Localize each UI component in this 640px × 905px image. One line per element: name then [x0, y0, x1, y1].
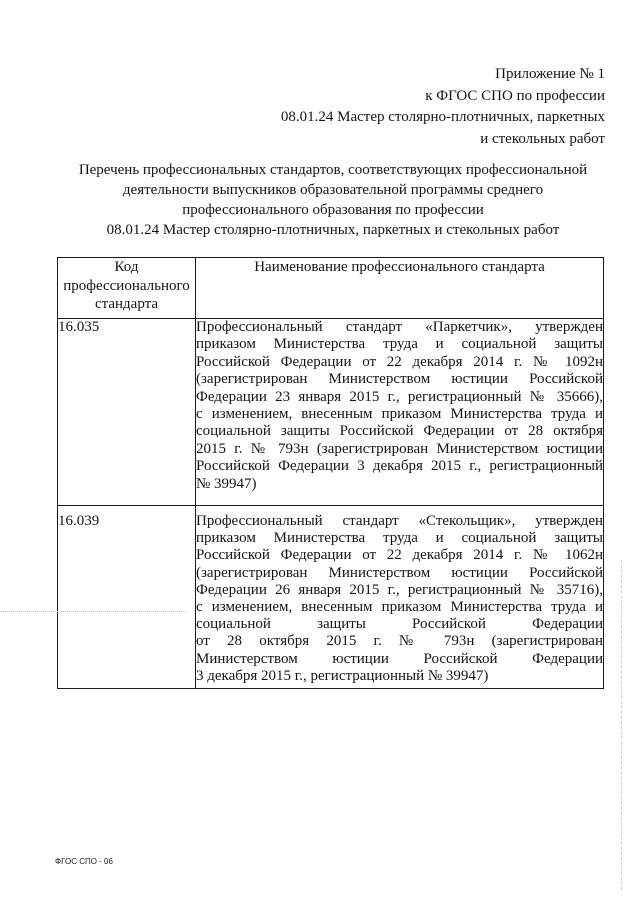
- standard-name-cell: [196, 506, 604, 689]
- standard-name-line: приказом Министерства труда и социальной защиты: [196, 336, 603, 353]
- standard-name-line: Российской Федерации от 22 декабря 2014 г. № 1062н: [196, 547, 603, 564]
- appendix-line: и стекольных работ: [480, 130, 605, 147]
- standard-name-line: Министерством юстиции Российской Федерации: [196, 650, 603, 667]
- table-header-row: [58, 258, 604, 319]
- appendix-header: [281, 64, 605, 150]
- standard-code: 16.035: [58, 319, 100, 335]
- appendix-line: Приложение № 1: [495, 66, 605, 82]
- standard-name-line: Российской Федерации от 22 декабря 2014 г. № 1092н: [196, 353, 603, 370]
- standard-name-line: социальной защиты Российской Федерации от 28 октября: [196, 423, 603, 440]
- standard-name-line: Федерации 23 января 2015 г., регистрационный № 35666),: [196, 388, 603, 405]
- standards-table: [57, 257, 604, 689]
- table-row: [58, 506, 604, 689]
- standard-code-cell: [58, 506, 196, 689]
- title-line: профессионального образования по профессии: [182, 202, 484, 218]
- header-name-cell: [196, 258, 604, 319]
- standard-name-line: Профессиональный стандарт «Паркетчик», утвержден: [196, 319, 603, 335]
- table-row: [58, 319, 604, 506]
- standard-name-line: (зарегистрирован Министерством юстиции Российской: [196, 371, 603, 388]
- standard-name-line: социальной защиты Российской Федерации: [196, 616, 603, 633]
- standard-name-line: Российской Федерации 3 декабря 2015 г., регистрационный: [196, 458, 603, 475]
- header-code-cell: [58, 258, 196, 319]
- title-line: Перечень профессиональных стандартов, соответствующих профессиональной: [78, 162, 588, 178]
- standard-name-line: (зарегистрирован Министерством юстиции Российской: [196, 564, 603, 581]
- standard-name-line: с изменением, внесенным приказом Министерства труда и: [196, 599, 603, 616]
- standard-name-line: 2015 г. № 793н (зарегистрирован Министерством юстиции: [196, 440, 603, 457]
- standard-name-cell: [196, 319, 604, 506]
- title-line: 08.01.24 Мастер столярно-плотничных, паркетных и стекольных работ: [106, 222, 560, 238]
- standard-name-line: Профессиональный стандарт «Стекольщик», утвержден: [196, 513, 603, 529]
- document-title: [40, 160, 626, 240]
- standard-name-line: от 28 октября 2015 г. № 793н (зарегистрирован: [196, 633, 603, 650]
- title-line: деятельности выпускников образовательной программы среднего: [122, 182, 544, 198]
- standard-name-line: 3 декабря 2015 г., регистрационный № 39947): [196, 667, 489, 684]
- header-code-line: Код: [114, 259, 139, 275]
- standard-name-line: приказом Министерства труда и социальной защиты: [196, 530, 603, 547]
- scan-artifact-dotted-line: [0, 611, 186, 612]
- header-code-line: стандарта: [94, 296, 159, 312]
- scan-artifact-dashed-line: [621, 560, 622, 890]
- standard-code: 16.039: [58, 513, 100, 529]
- page-footer: ФГОС СПО - 06: [55, 857, 113, 866]
- appendix-line: 08.01.24 Мастер столярно-плотничных, паркетных: [280, 109, 605, 125]
- standard-name-line: с изменением, внесенным приказом Министерства труда и: [196, 406, 603, 423]
- standard-name-line: Федерации 26 января 2015 г., регистрационный № 35716),: [196, 581, 603, 598]
- header-code-line: профессионального: [63, 277, 190, 294]
- appendix-line: к ФГОС СПО по профессии: [425, 87, 605, 104]
- standard-name-line: № 39947): [196, 475, 257, 492]
- header-name-text: Наименование профессионального стандарта: [254, 259, 545, 275]
- standard-code-cell: [58, 319, 196, 506]
